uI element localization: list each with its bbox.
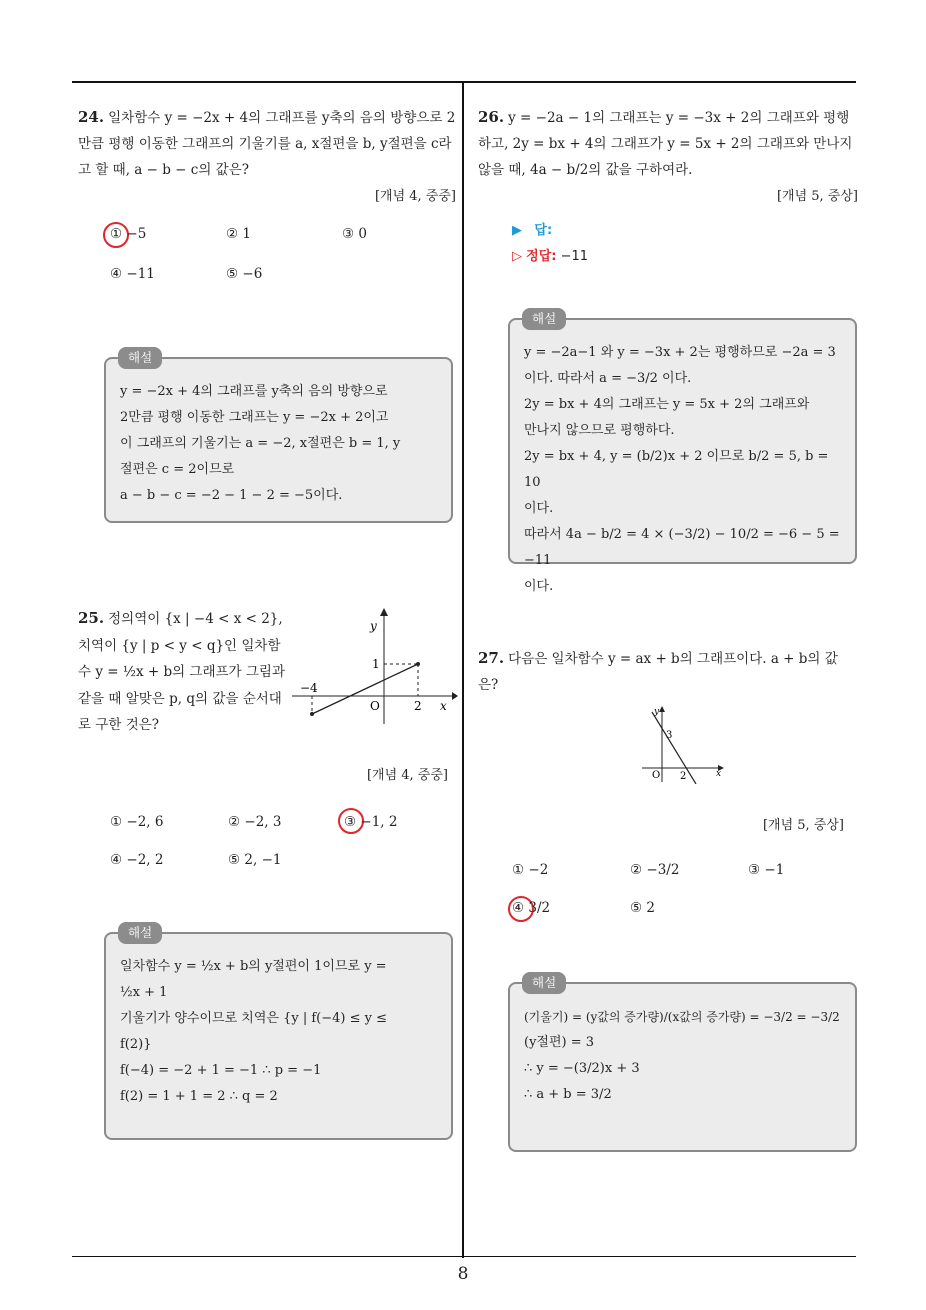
choice-4[interactable]: ④ 3/2 [512,900,551,916]
solution-tag: 해설 [118,922,162,944]
question-27 [478,645,858,698]
solution-line: 2y = bx + 4, y = (b/2)x + 2 이므로 b/2 = 5, b = 10 [524,449,829,490]
question-number: 24. [78,108,105,126]
choice-1[interactable]: ① −2 [512,862,549,878]
choice-3[interactable]: ③ −1 [748,862,785,878]
question-text: 다음은 일차함수 y = ax + b의 그래프이다. a + b의 값은? [478,651,838,693]
choice-list [78,814,456,894]
choices-27 [478,862,858,942]
solution-line: ∴ a + b = 3/2 [524,1087,612,1102]
solution-box-26 [508,311,857,594]
solution-line: y = −2x + 4의 그래프를 y축의 음의 방향으로 [120,384,388,399]
answer-area [478,218,858,270]
solution-line: 이 그래프의 기울기는 a = −2, x절편은 b = 1, y [120,436,401,451]
question-text: y = −2a − 1의 그래프는 y = −3x + 2의 그래프와 평행하고, 2y = bx + 4의 그래프가 y = 5x + 2의 그래프와 만나지 않을 때, 4a − b/2의 값을 구하여라. [478,110,853,178]
choices-25 [78,814,456,894]
graph-q25 [292,606,458,726]
solution-line: 기울기가 양수이므로 치역은 {y | f(−4) ≤ y ≤ [120,1011,387,1026]
solution-line: f(2) = 1 + 1 = 2 ∴ q = 2 [120,1089,278,1104]
solution-line: 이다. [524,579,554,594]
solution-line: (기울기) = (y값의 증가량)/(x값의 증가량) = −3/2 = −3/2 [524,1010,840,1024]
solution-line: 이다. [524,501,554,516]
choice-5[interactable]: ⑤ −6 [226,266,263,282]
solution-line: 이다. 따라서 a = −3/2 이다. [524,371,692,386]
question-24 [78,104,456,306]
choice-2[interactable]: ② −2, 3 [228,814,282,830]
solution-line: 만나지 않으므로 평행하다. [524,423,675,438]
answer-label: 답: [534,223,553,238]
answer-arrow-icon: ▶ [512,223,522,238]
correct-label: 정답: [526,249,557,264]
solution-box-27 [508,975,857,1152]
solution-box-25 [104,925,453,1140]
solution-line: 절편은 c = 2이므로 [120,462,235,477]
choice-list [78,226,456,306]
choice-3[interactable]: ③ 0 [342,226,367,242]
question-meta: [개념 5, 중상] [762,818,844,833]
x-max-label: 2 [414,699,422,713]
question-number: 27. [478,649,505,667]
solution-line: ∴ y = −(3/2)x + 3 [524,1061,640,1076]
y-max-label: 1 [372,657,380,671]
solution-line: 2y = bx + 4의 그래프는 y = 5x + 2의 그래프와 [524,397,810,412]
x-min-label: −4 [300,681,318,695]
top-rule [72,81,856,83]
solution-tag: 해설 [118,347,162,369]
origin-label: O [370,699,380,713]
y-axis-label: y [370,619,377,633]
question-number: 26. [478,108,505,126]
question-text: 정의역이 {x | −4 < x < 2}, 치역이 {y | p < y < q}인 일차함수 y = ½x + b의 그래프가 그림과 같을 때 알맞은 p, q의 값을 순서대로 구한 것은? [78,611,285,733]
solution-line: f(−4) = −2 + 1 = −1 ∴ p = −1 [120,1063,322,1078]
solution-line: a − b − c = −2 − 1 − 2 = −5이다. [120,488,343,503]
x-axis-label: x [716,769,722,779]
question-27-meta [478,812,844,833]
page-number: 8 [457,1264,469,1284]
choice-4[interactable]: ④ −2, 2 [110,852,164,868]
choice-4[interactable]: ④ −11 [110,266,155,282]
solution-line: 따라서 4a − b/2 = 4 × (−3/2) − 10/2 = −6 − 5 = −11 [524,527,840,568]
solution-box-24 [104,350,453,523]
correct-value: −11 [560,249,589,264]
choice-2[interactable]: ② 1 [226,226,251,242]
question-meta: [개념 4, 중중] [366,768,448,783]
y-axis-label: y [654,707,660,717]
choice-2[interactable]: ② −3/2 [630,862,680,878]
solution-tag: 해설 [522,308,566,330]
choice-1[interactable]: ① −2, 6 [110,814,164,830]
choice-3[interactable]: ③ −1, 2 [344,814,398,830]
solution-line: y = −2a−1 와 y = −3x + 2는 평행하므로 −2a = 3 [524,345,836,360]
column-divider [462,83,464,1258]
solution-line: 2만큼 평행 이동한 그래프는 y = −2x + 2이고 [120,410,389,425]
question-25 [78,605,288,739]
bottom-rule [72,1256,856,1257]
question-text: 일차함수 y = −2x + 4의 그래프를 y축의 음의 방향으로 2만큼 평행 이동한 그래프의 기울기를 a, x절편을 b, y절편을 c라고 할 때, a − b − c의 값은? [78,110,456,178]
solution-line: f(2)} [120,1037,152,1052]
question-meta: [개념 4, 중중] [374,189,456,204]
y-intercept-label: 3 [666,730,673,741]
question-25-meta [78,762,448,783]
question-number: 25. [78,609,105,627]
x-intercept-label: 2 [680,771,687,782]
choice-5[interactable]: ⑤ 2 [630,900,655,916]
origin-label: O [652,770,661,781]
question-26 [478,104,858,270]
choice-5[interactable]: ⑤ 2, −1 [228,852,282,868]
x-axis-label: x [440,699,447,713]
correct-arrow-icon: ▷ [512,249,522,264]
graph-q27 [640,704,728,784]
solution-line: ½x + 1 [120,985,168,1000]
solution-line: 일차함수 y = ½x + b의 y절편이 1이므로 y = [120,959,387,974]
solution-line: (y절편) = 3 [524,1035,595,1050]
choice-list [478,862,858,942]
question-meta: [개념 5, 중상] [776,189,858,204]
choice-1[interactable]: ① −5 [110,226,147,242]
solution-tag: 해설 [522,972,566,994]
